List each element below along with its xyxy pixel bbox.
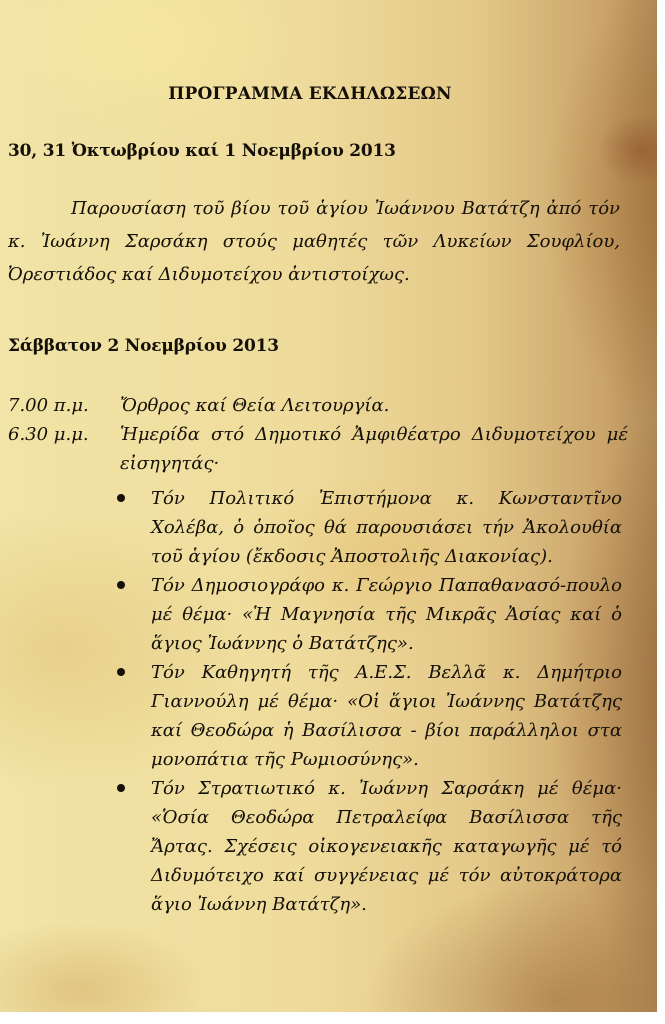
date-heading-oct-nov: 30, 31 Ὀκτωβρίου καί 1 Νοεμβρίου 2013 (8, 141, 396, 161)
speaker-item (114, 484, 622, 571)
speaker-text: Τόν Καθηγητή τῆς Α.Ε.Σ. Βελλᾶ κ. Δημήτριο Γιαννούλη μέ θέμα· «Οἱ ἅγιοι Ἰωάννης Βατάτζης καί Θεοδώρα ἡ Βασίλισσα - βίοι παράλληλοι στα μονοπάτια τῆς Ρωμιοσύνης». (151, 662, 622, 770)
speaker-text: Τόν Στρατιωτικό κ. Ἰωάννη Σαρσάκη μέ θέμα· «Ὁσία Θεοδώρα Πετραλείφα Βασίλισσα τῆς Ἄρτας. Σχέσεις οἰκογενειακῆς καταγωγῆς μέ τό Διδυμότειχο καί συγγένειας μέ τόν αὐτοκράτορα ἅγιο Ἰωάννη Βατάτζη». (151, 778, 622, 915)
bullet-icon (117, 668, 125, 676)
schedule (8, 391, 628, 478)
speaker-text: Τόν Πολιτικό Ἐπιστήμονα κ. Κωνσταντῖνο Χολέβα, ὁ ὁποῖος θά παρουσιάσει τήν Ἀκολουθία τοῦ ἁγίου (ἔκδοσις Ἀποστολιῆς Διακονίας). (151, 488, 622, 567)
speaker-text: Τόν Δημοσιογράφο κ. Γεώργιο Παπαθανασό-πουλο μέ θέμα· «Ἡ Μαγνησία τῆς Μικρᾶς Ἀσίας καί ὁ ἅγιος Ἰωάννης ὁ Βατάτζης». (151, 575, 622, 654)
speaker-list (114, 484, 622, 919)
document-title: ΠΡΟΓΡΑΜΜΑ ΕΚΔΗΛΩΣΕΩΝ (168, 84, 452, 104)
speaker-item (114, 658, 622, 774)
bullet-icon (117, 784, 125, 792)
speaker-item (114, 774, 622, 919)
bullet-icon (117, 581, 125, 589)
speaker-item (114, 571, 622, 658)
presentation-paragraph: Παρουσίαση τοῦ βίου τοῦ ἁγίου Ἰωάννου Βατάτζη ἀπό τόν κ. Ἰωάννη Σαρσάκη στούς μαθητές τῶν Λυκείων Σουφλίου, Ὀρεστιάδος καί Διδυμοτείχου ἀντιστοίχως. (8, 198, 620, 285)
schedule-time: 6.30 μ.μ. (8, 424, 89, 445)
schedule-event: Ὄρθρος καί Θεία Λειτουργία. (120, 395, 390, 416)
schedule-row-morning (8, 391, 628, 420)
schedule-event: Ἡμερίδα στό Δημοτικό Ἀμφιθέατρο Διδυμοτείχου μέ εἰσηγητάς· (120, 424, 628, 474)
date-heading-saturday: Σάββατον 2 Νοεμβρίου 2013 (8, 336, 279, 356)
bullet-icon (117, 494, 125, 502)
schedule-row-evening (8, 420, 628, 478)
schedule-time: 7.00 π.μ. (8, 395, 89, 416)
